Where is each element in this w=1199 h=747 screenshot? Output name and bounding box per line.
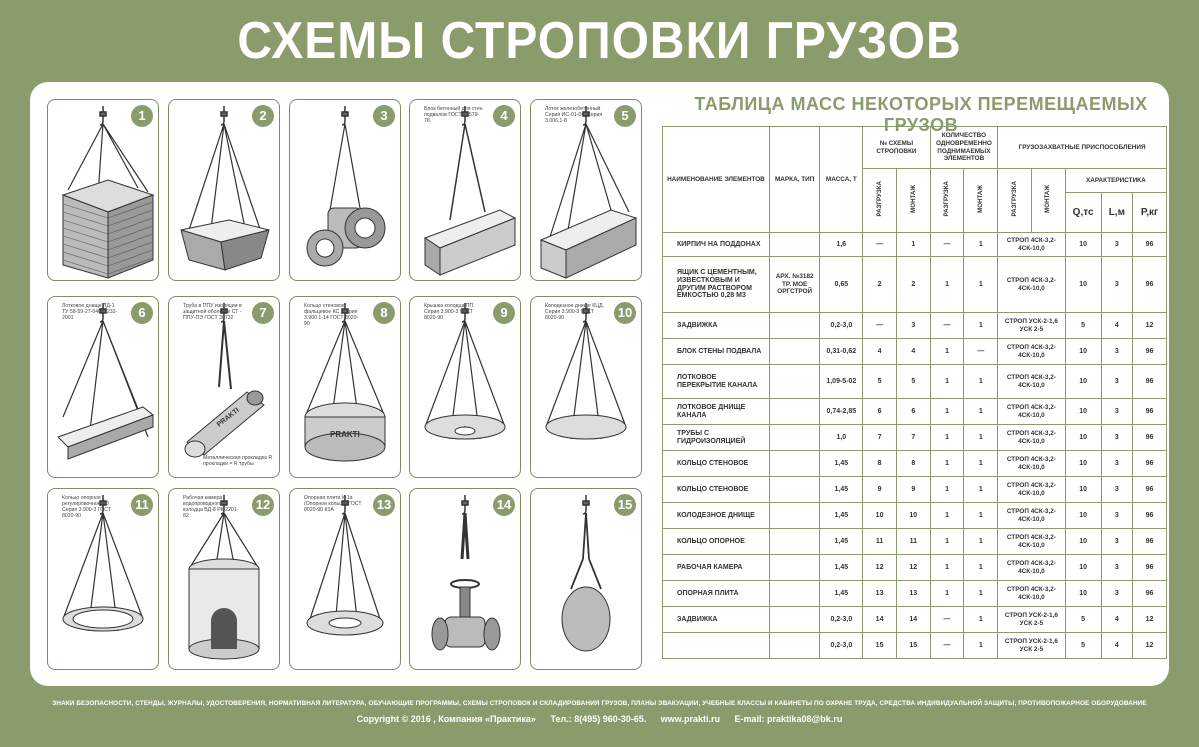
- cell-l: 3: [1101, 425, 1132, 451]
- cell-s2: 8: [896, 451, 930, 477]
- cell-gear: СТРОП 4СК-3,2-4СК-10,0: [998, 581, 1065, 607]
- cell-mass: 0,2-3,0: [820, 313, 863, 339]
- header-q: Q,тс: [1065, 193, 1101, 233]
- cell-p: 12: [1133, 633, 1167, 659]
- header-unload-3: РАЗГРУЗКА: [1010, 181, 1018, 217]
- cell-c1: 1: [930, 555, 964, 581]
- table-row: [663, 365, 1167, 399]
- cell-q: 10: [1065, 503, 1101, 529]
- scheme-number: 7: [252, 302, 274, 324]
- cell-mass: 1,45: [820, 451, 863, 477]
- table-row: [663, 503, 1167, 529]
- table-title: ТАБЛИЦА МАСС НЕКОТОРЫХ ПЕРЕМЕЩАЕМЫХ ГРУЗОВ: [694, 94, 1148, 135]
- header-brand: МАРКА, ТИП: [769, 127, 820, 233]
- cell-l: 3: [1101, 503, 1132, 529]
- cell-c2: 1: [964, 633, 998, 659]
- cell-gear: СТРОП 4СК-3,2-4СК-10,0: [998, 555, 1065, 581]
- cell-c2: 1: [964, 607, 998, 633]
- cell-q: 5: [1065, 313, 1101, 339]
- header-count: КОЛИЧЕСТВО ОДНОВРЕМЕННО ПОДНИМАЕМЫХ ЭЛЕМЕНТОВ: [930, 127, 997, 169]
- scheme-number: 3: [373, 105, 395, 127]
- cell-q: 10: [1065, 529, 1101, 555]
- cell-p: 96: [1133, 581, 1167, 607]
- cell-s1: 5: [863, 365, 897, 399]
- cell-c2: 1: [964, 313, 998, 339]
- cell-q: 10: [1065, 233, 1101, 257]
- cell-l: 3: [1101, 581, 1132, 607]
- cell-name: КОЛЬЦО СТЕНОВОЕ: [663, 477, 770, 503]
- cell-q: 5: [1065, 607, 1101, 633]
- scheme-card-3: [289, 99, 401, 281]
- cell-c2: 1: [964, 477, 998, 503]
- cell-p: 12: [1133, 607, 1167, 633]
- cell-brand: [769, 581, 820, 607]
- cell-mass: 1,45: [820, 477, 863, 503]
- cell-brand: АРХ. №3182 ТР. МОЕ ОРГСТРОЙ: [769, 257, 820, 313]
- scheme-card-14: [409, 488, 521, 670]
- scheme-drawing-13: [290, 489, 400, 669]
- cell-q: 10: [1065, 257, 1101, 313]
- svg-text:PRAKTI: PRAKTI: [215, 407, 241, 429]
- cell-brand: [769, 529, 820, 555]
- scheme-note: Рабочая камера водопроводного колодца ВД-8 РК 2201-82: [183, 495, 239, 519]
- table-row: [663, 313, 1167, 339]
- scheme-number: 2: [252, 105, 274, 127]
- cell-c2: 1: [964, 257, 998, 313]
- cell-mass: 0,74-2,85: [820, 399, 863, 425]
- cell-p: 96: [1133, 451, 1167, 477]
- cell-brand: [769, 233, 820, 257]
- cell-c1: 1: [930, 529, 964, 555]
- cell-gear: СТРОП 4СК-3,2-4СК-10,0: [998, 477, 1065, 503]
- cell-mass: 0,2-3,0: [820, 607, 863, 633]
- cell-s1: 4: [863, 339, 897, 365]
- scheme-drawing-7: [169, 297, 279, 477]
- scheme-drawing-14: [410, 489, 520, 669]
- cell-brand: [769, 503, 820, 529]
- cell-brand: [769, 607, 820, 633]
- poster-title: СХЕМЫ СТРОПОВКИ ГРУЗОВ: [237, 12, 962, 71]
- cell-q: 5: [1065, 633, 1101, 659]
- email-link[interactable]: E-mail: praktika08@bk.ru: [734, 714, 843, 724]
- header-p: P,кг: [1133, 193, 1167, 233]
- cell-s2: 10: [896, 503, 930, 529]
- cell-s1: 15: [863, 633, 897, 659]
- cell-q: 10: [1065, 477, 1101, 503]
- scheme-drawing-2: [169, 100, 279, 280]
- scheme-number: 13: [373, 494, 395, 516]
- scheme-card-12: [168, 488, 280, 670]
- cell-mass: 0,31-0,62: [820, 339, 863, 365]
- cell-p: 96: [1133, 503, 1167, 529]
- scheme-number: 6: [131, 302, 153, 324]
- cell-s2: 2: [896, 257, 930, 313]
- cell-p: 96: [1133, 365, 1167, 399]
- cell-s1: 9: [863, 477, 897, 503]
- cell-name: ОПОРНАЯ ПЛИТА: [663, 581, 770, 607]
- cell-q: 10: [1065, 399, 1101, 425]
- table-row: [663, 607, 1167, 633]
- cell-p: 96: [1133, 425, 1167, 451]
- scheme-number: 4: [493, 105, 515, 127]
- cell-s1: 14: [863, 607, 897, 633]
- cell-brand: [769, 477, 820, 503]
- header-unload-2: РАЗГРУЗКА: [943, 181, 951, 217]
- copyright: Copyright © 2016 , Компания «Практика»: [356, 714, 536, 724]
- cell-s1: —: [863, 313, 897, 339]
- cell-c2: 1: [964, 233, 998, 257]
- scheme-note: Лотковое днище ЛД-1 ТУ 58-59-27-04001232-2001: [62, 303, 118, 321]
- website-link[interactable]: www.prakti.ru: [660, 714, 720, 724]
- scheme-number: 10: [614, 302, 636, 324]
- header-unload-1: РАЗГРУЗКА: [875, 181, 883, 217]
- cell-l: 3: [1101, 477, 1132, 503]
- header-mount-3: МОНТАЖ: [1044, 185, 1052, 214]
- table-row: [663, 425, 1167, 451]
- scheme-card-1: [47, 99, 159, 281]
- scheme-number: 12: [252, 494, 274, 516]
- cell-c2: 1: [964, 503, 998, 529]
- cell-s2: 15: [896, 633, 930, 659]
- cell-p: 96: [1133, 477, 1167, 503]
- phone: Тел.: 8(495) 960-30-65.: [550, 714, 647, 724]
- cell-gear: СТРОП 4СК-3,2-4СК-10,0: [998, 425, 1065, 451]
- cell-c2: 1: [964, 365, 998, 399]
- cell-c2: 1: [964, 581, 998, 607]
- cell-c1: 1: [930, 339, 964, 365]
- cell-mass: 0,65: [820, 257, 863, 313]
- scheme-note: Блок бетонный для стен подвалов ГОСТ 13579-78.: [424, 106, 483, 124]
- cell-s2: 3: [896, 313, 930, 339]
- cell-s1: 13: [863, 581, 897, 607]
- cell-p: 96: [1133, 233, 1167, 257]
- cell-name: КИРПИЧ НА ПОДДОНАХ: [663, 233, 770, 257]
- cell-p: 96: [1133, 529, 1167, 555]
- cell-c1: 1: [930, 451, 964, 477]
- cell-s2: 7: [896, 425, 930, 451]
- table-row: [663, 529, 1167, 555]
- scheme-note: Колодезное днище КЦД. Серия 3.900-3 ГОСТ 8020-90: [545, 303, 605, 321]
- cell-mass: 1,45: [820, 529, 863, 555]
- scheme-number: 5: [614, 105, 636, 127]
- table-row: [663, 233, 1167, 257]
- cell-l: 4: [1101, 633, 1132, 659]
- cell-c1: —: [930, 233, 964, 257]
- cell-mass: 1,45: [820, 581, 863, 607]
- table-row: [663, 581, 1167, 607]
- cell-gear: СТРОП 4СК-3,2-4СК-10,0: [998, 529, 1065, 555]
- cell-name: ЛОТКОВОЕ ПЕРЕКРЫТИЕ КАНАЛА: [663, 365, 770, 399]
- cell-gear: СТРОП 4СК-3,2-4СК-10,0: [998, 399, 1065, 425]
- cell-mass: 1,6: [820, 233, 863, 257]
- cell-gear: СТРОП 4СК-3,2-4СК-10,0: [998, 233, 1065, 257]
- cell-q: 10: [1065, 555, 1101, 581]
- cell-c1: —: [930, 313, 964, 339]
- cell-brand: [769, 339, 820, 365]
- scheme-note: Труба в ППУ изоляции в защитной оболочке СТ - ППУ-ПЭ ГОСТ 30732: [183, 303, 242, 321]
- cell-c1: 1: [930, 425, 964, 451]
- svg-text:PRAKTI: PRAKTI: [330, 430, 360, 439]
- cell-c2: —: [964, 339, 998, 365]
- header-mount-1: МОНТАЖ: [909, 185, 917, 214]
- scheme-card-13: [289, 488, 401, 670]
- cell-brand: [769, 425, 820, 451]
- cell-s2: 14: [896, 607, 930, 633]
- cell-q: 10: [1065, 581, 1101, 607]
- cell-name: [663, 633, 770, 659]
- footer-services: ЗНАКИ БЕЗОПАСНОСТИ, СТЕНДЫ, ЖУРНАЛЫ, УДОСТОВЕРЕНИЯ, НОРМАТИВНАЯ ЛИТЕРАТУРА, ОБУЧАЮЩИЕ ПРОГРАММЫ, СХЕМЫ СТРОПОВОК И СКЛАДИРОВАНИЯ ГРУЗОВ, ПЛАНЫ ЭВАКУАЦИИ, УЧЕБНЫЕ КЛАССЫ И КАБИНЕТЫ ПО ОХРАНЕ ТРУДА, СРЕДСТВА ИНДИВИДУАЛЬНОЙ ЗАЩИТЫ, ПРОТИВОПОЖАРНОЕ ОБОРУДОВАНИЕ: [52, 700, 1147, 707]
- cell-l: 3: [1101, 451, 1132, 477]
- cell-gear: СТРОП УСК-2-1,6 УСК 2-5: [998, 633, 1065, 659]
- table-row: [663, 257, 1167, 313]
- cell-q: 10: [1065, 425, 1101, 451]
- header-scheme: № СХЕМЫ СТРОПОВКИ: [863, 127, 930, 169]
- scheme-number: 11: [131, 494, 153, 516]
- cell-brand: [769, 399, 820, 425]
- cell-s2: 4: [896, 339, 930, 365]
- scheme-card-10: [530, 296, 642, 478]
- scheme-note: Кольцо опорное регулировочное КО Серия 3.900-3 ГОСТ 8020-90: [62, 495, 111, 519]
- cell-l: 3: [1101, 399, 1132, 425]
- scheme-subnote: Металлическая прокладка R прокладки = R трубы: [203, 455, 273, 467]
- scheme-drawing-9: [410, 297, 520, 477]
- table-row: [663, 477, 1167, 503]
- footer-contacts: [0, 714, 1199, 724]
- cell-c2: 1: [964, 451, 998, 477]
- cell-mass: 1,45: [820, 503, 863, 529]
- cell-mass: 0,2-3,0: [820, 633, 863, 659]
- scheme-drawing-5: [531, 100, 641, 280]
- scheme-card-6: [47, 296, 159, 478]
- cell-s1: 12: [863, 555, 897, 581]
- cell-l: 3: [1101, 555, 1132, 581]
- scheme-drawing-3: [290, 100, 400, 280]
- cell-name: БЛОК СТЕНЫ ПОДВАЛА: [663, 339, 770, 365]
- table-row: [663, 633, 1167, 659]
- cell-c1: —: [930, 607, 964, 633]
- scheme-card-5: [530, 99, 642, 281]
- cell-c1: 1: [930, 399, 964, 425]
- scheme-note: Опорная плита К-1а (Опорное кольцо) ГОСТ 8020-90 К1А: [304, 495, 362, 513]
- cell-c2: 1: [964, 425, 998, 451]
- cell-l: 3: [1101, 365, 1132, 399]
- cell-name: РАБОЧАЯ КАМЕРА: [663, 555, 770, 581]
- cell-name: ЛОТКОВОЕ ДНИЩЕ КАНАЛА: [663, 399, 770, 425]
- header-name: НАИМЕНОВАНИЕ ЭЛЕМЕНТОВ: [663, 127, 770, 233]
- scheme-card-15: [530, 488, 642, 670]
- scheme-number: 1: [131, 105, 153, 127]
- scheme-number: 8: [373, 302, 395, 324]
- cell-c2: 1: [964, 555, 998, 581]
- cell-q: 10: [1065, 339, 1101, 365]
- cell-mass: 1,45: [820, 555, 863, 581]
- table-row: [663, 555, 1167, 581]
- scheme-drawing-1: [48, 100, 158, 280]
- cell-l: 3: [1101, 257, 1132, 313]
- cell-name: ТРУБЫ С ГИДРОИЗОЛЯЦИЕЙ: [663, 425, 770, 451]
- cell-s1: 6: [863, 399, 897, 425]
- cell-brand: [769, 633, 820, 659]
- scheme-number: 9: [493, 302, 515, 324]
- table-row: [663, 339, 1167, 365]
- cell-gear: СТРОП 4СК-3,2-4СК-10,0: [998, 365, 1065, 399]
- cell-l: 3: [1101, 339, 1132, 365]
- cell-s1: 8: [863, 451, 897, 477]
- scheme-card-11: [47, 488, 159, 670]
- cell-gear: СТРОП 4СК-3,2-4СК-10,0: [998, 503, 1065, 529]
- scheme-number: 14: [493, 494, 515, 516]
- cell-s1: 10: [863, 503, 897, 529]
- scheme-drawing-10: [531, 297, 641, 477]
- header-l: L,м: [1101, 193, 1132, 233]
- cell-l: 3: [1101, 233, 1132, 257]
- cell-s1: 7: [863, 425, 897, 451]
- cell-p: 96: [1133, 555, 1167, 581]
- cell-name: ЗАДВИЖКА: [663, 607, 770, 633]
- header-mass: МАССА, Т: [820, 127, 863, 233]
- cell-name: КОЛЬЦО ОПОРНОЕ: [663, 529, 770, 555]
- cell-mass: 1,09-5-02: [820, 365, 863, 399]
- scheme-card-8: [289, 296, 401, 478]
- cell-name: КОЛОДЕЗНОЕ ДНИЩЕ: [663, 503, 770, 529]
- scheme-card-4: [409, 99, 521, 281]
- cell-s2: 5: [896, 365, 930, 399]
- cell-s2: 9: [896, 477, 930, 503]
- cell-gear: СТРОП УСК-2-1,6 УСК 2-5: [998, 313, 1065, 339]
- cell-s1: 2: [863, 257, 897, 313]
- cell-name: ЗАДВИЖКА: [663, 313, 770, 339]
- scheme-drawing-6: [48, 297, 158, 477]
- cell-gear: СТРОП УСК-2-1,6 УСК 2-5: [998, 607, 1065, 633]
- cell-brand: [769, 451, 820, 477]
- cell-gear: СТРОП 4СК-3,2-4СК-10,0: [998, 451, 1065, 477]
- cell-c1: 1: [930, 581, 964, 607]
- cell-s2: 1: [896, 233, 930, 257]
- scheme-drawing-15: [531, 489, 641, 669]
- cell-p: 96: [1133, 399, 1167, 425]
- cell-l: 4: [1101, 607, 1132, 633]
- scheme-card-7: [168, 296, 280, 478]
- cell-q: 10: [1065, 365, 1101, 399]
- cell-gear: СТРОП 4СК-3,2-4СК-10,0: [998, 339, 1065, 365]
- cell-p: 96: [1133, 339, 1167, 365]
- cell-c1: 1: [930, 365, 964, 399]
- scheme-number: 15: [614, 494, 636, 516]
- cell-p: 96: [1133, 257, 1167, 313]
- cell-c1: —: [930, 633, 964, 659]
- cell-q: 10: [1065, 451, 1101, 477]
- mass-table: [662, 126, 1167, 659]
- scheme-card-2: [168, 99, 280, 281]
- cell-s2: 11: [896, 529, 930, 555]
- cell-c1: 1: [930, 257, 964, 313]
- cell-brand: [769, 555, 820, 581]
- cell-name: КОЛЬЦО СТЕНОВОЕ: [663, 451, 770, 477]
- scheme-card-9: [409, 296, 521, 478]
- scheme-note: Лоток железобетонный Серия ИС-01-04, Серия 3.006.1-8: [545, 106, 603, 124]
- scheme-note: Кольцо стеновое фальцевое КС. Серия 3.900.1-14 ГОСТ 8020-90: [304, 303, 359, 327]
- cell-s2: 13: [896, 581, 930, 607]
- cell-c2: 1: [964, 399, 998, 425]
- cell-name: ЯЩИК С ЦЕМЕНТНЫМ, ИЗВЕСТКОВЫМ И ДРУГИМ РАСТВОРОМ ЕМКОСТЬЮ 0,28 М3: [663, 257, 770, 313]
- cell-c1: 1: [930, 477, 964, 503]
- content-panel: [30, 82, 1169, 686]
- cell-l: 3: [1101, 529, 1132, 555]
- table-row: [663, 451, 1167, 477]
- cell-gear: СТРОП 4СК-3,2-4СК-10,0: [998, 257, 1065, 313]
- cell-s1: —: [863, 233, 897, 257]
- cell-brand: [769, 365, 820, 399]
- header-gear: ГРУЗОЗАХВАТНЫЕ ПРИСПОСОБЛЕНИЯ: [998, 127, 1167, 169]
- cell-l: 4: [1101, 313, 1132, 339]
- table-row: [663, 399, 1167, 425]
- cell-p: 12: [1133, 313, 1167, 339]
- cell-brand: [769, 313, 820, 339]
- scheme-note: Крышка колодца ПП. Серия 3.900-3 ГОСТ 8020-90: [424, 303, 475, 321]
- header-mount-2: МОНТАЖ: [976, 185, 984, 214]
- cell-c2: 1: [964, 529, 998, 555]
- cell-s2: 6: [896, 399, 930, 425]
- cell-c1: 1: [930, 503, 964, 529]
- header-char: ХАРАКТЕРИСТИКА: [1065, 169, 1166, 193]
- cell-s1: 11: [863, 529, 897, 555]
- cell-s2: 12: [896, 555, 930, 581]
- scheme-drawing-4: [410, 100, 520, 280]
- cell-mass: 1,0: [820, 425, 863, 451]
